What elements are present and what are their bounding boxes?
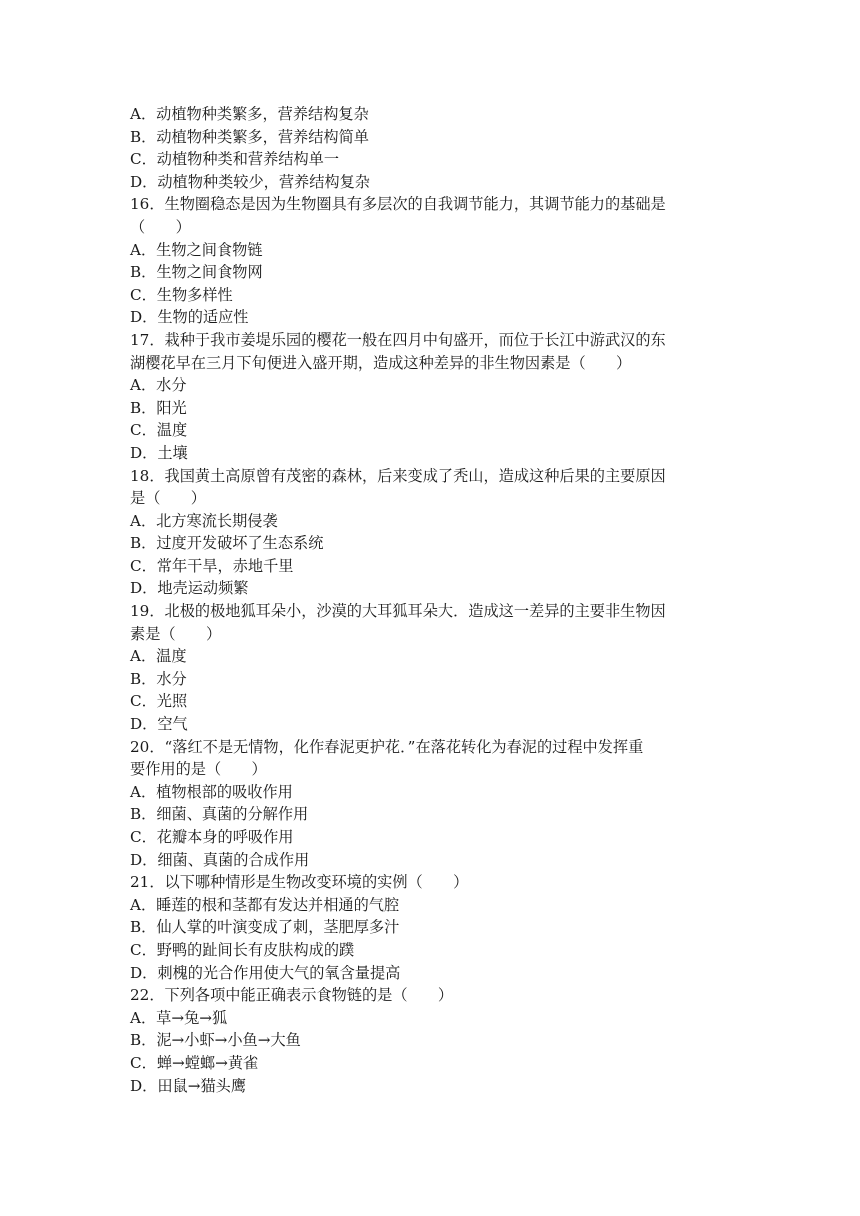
option-b: B．阳光 bbox=[130, 398, 187, 417]
question-stem-cont: 要作用的是（ ） bbox=[130, 760, 267, 779]
option-d: D．刺槐的光合作用使大气的氧含量提高 bbox=[130, 963, 401, 982]
option-a: A．水分 bbox=[130, 376, 187, 395]
option-d: D．生物的适应性 bbox=[130, 308, 249, 327]
question-20 bbox=[130, 736, 740, 872]
question-17 bbox=[130, 329, 740, 465]
option-a: A．睡莲的根和茎都有发达并相通的气腔 bbox=[130, 895, 400, 914]
question-19 bbox=[130, 600, 740, 736]
option-c: C．生物多样性 bbox=[130, 285, 233, 304]
option-d: D．地壳运动频繁 bbox=[130, 579, 249, 598]
option-b: B．过度开发破坏了生态系统 bbox=[130, 534, 324, 553]
option-d: D．土壤 bbox=[130, 443, 188, 462]
option-d: D．空气 bbox=[130, 715, 188, 734]
option-b: B．水分 bbox=[130, 669, 187, 688]
option-a: A．温度 bbox=[130, 647, 187, 666]
option-c: C．蝉→螳螂→黄雀 bbox=[130, 1053, 259, 1072]
option-a: A．草→兔→狐 bbox=[130, 1008, 228, 1027]
option-a: A．北方寒流长期侵袭 bbox=[130, 511, 278, 530]
question-stem-cont: 素是（ ） bbox=[130, 624, 222, 643]
option-c: C．花瓣本身的呼吸作用 bbox=[130, 828, 294, 846]
question-stem-cont: 是（ ） bbox=[130, 489, 206, 508]
question-stem-cont: （ ） bbox=[130, 217, 191, 236]
option-c: C．温度 bbox=[130, 421, 188, 440]
question-stem: 16．生物圈稳态是因为生物圈具有多层次的自我调节能力，其调节能力的基础是 bbox=[130, 195, 666, 214]
question-stem: 22．下列各项中能正确表示食物链的是（ ） bbox=[130, 986, 454, 1005]
option-d: D．动植物种类较少，营养结构复杂 bbox=[130, 172, 370, 191]
option-a: A．植物根部的吸收作用 bbox=[130, 782, 293, 801]
question-stem: 17．栽种于我市姜堤乐园的樱花一般在四月中旬盛开，而位于长江中游武汉的东 bbox=[130, 330, 666, 349]
option-b: B．生物之间食物网 bbox=[130, 263, 263, 282]
option-b: B．泥→小虾→小鱼→大鱼 bbox=[130, 1031, 301, 1050]
question-stem: 19．北极的极地狐耳朵小，沙漠的大耳狐耳朵大．造成这一差异的主要非生物因 bbox=[130, 602, 666, 621]
option-c: C．野鸭的趾间长有皮肤构成的蹼 bbox=[130, 940, 355, 959]
question-stem: 20．“落红不是无情物，化作春泥更护花．”在落花转化为春泥的过程中发挥重 bbox=[130, 737, 644, 756]
exam-page bbox=[130, 103, 740, 1097]
option-b: B．细菌、真菌的分解作用 bbox=[130, 805, 309, 824]
question-16 bbox=[130, 193, 740, 329]
option-c: C．动植物种类和营养结构单一 bbox=[130, 150, 340, 169]
question-stem: 18．我国黄土高原曾有茂密的森林，后来变成了秃山，造成这种后果的主要原因 bbox=[130, 466, 666, 485]
question-22 bbox=[130, 984, 740, 1097]
question-18 bbox=[130, 465, 740, 601]
option-d: D．田鼠→猫头鹰 bbox=[130, 1076, 247, 1095]
option-b: B．动植物种类繁多，营养结构简单 bbox=[130, 127, 369, 146]
option-d: D．细菌、真菌的合成作用 bbox=[130, 850, 310, 869]
option-b: B．仙人掌的叶演变成了刺，茎肥厚多汁 bbox=[130, 918, 400, 937]
option-a: A．生物之间食物链 bbox=[130, 240, 263, 259]
question-21 bbox=[130, 871, 740, 984]
option-c: C．光照 bbox=[130, 692, 188, 711]
question-stem: 21．以下哪种情形是生物改变环境的实例（ ） bbox=[130, 873, 469, 892]
option-c: C．常年干旱，赤地千里 bbox=[130, 556, 294, 575]
question-15-options bbox=[130, 103, 740, 193]
question-stem-cont: 湖樱花早在三月下旬便进入盛开期，造成这种差异的非生物因素是（ ） bbox=[130, 353, 632, 372]
option-a: A．动植物种类繁多，营养结构复杂 bbox=[130, 105, 369, 123]
